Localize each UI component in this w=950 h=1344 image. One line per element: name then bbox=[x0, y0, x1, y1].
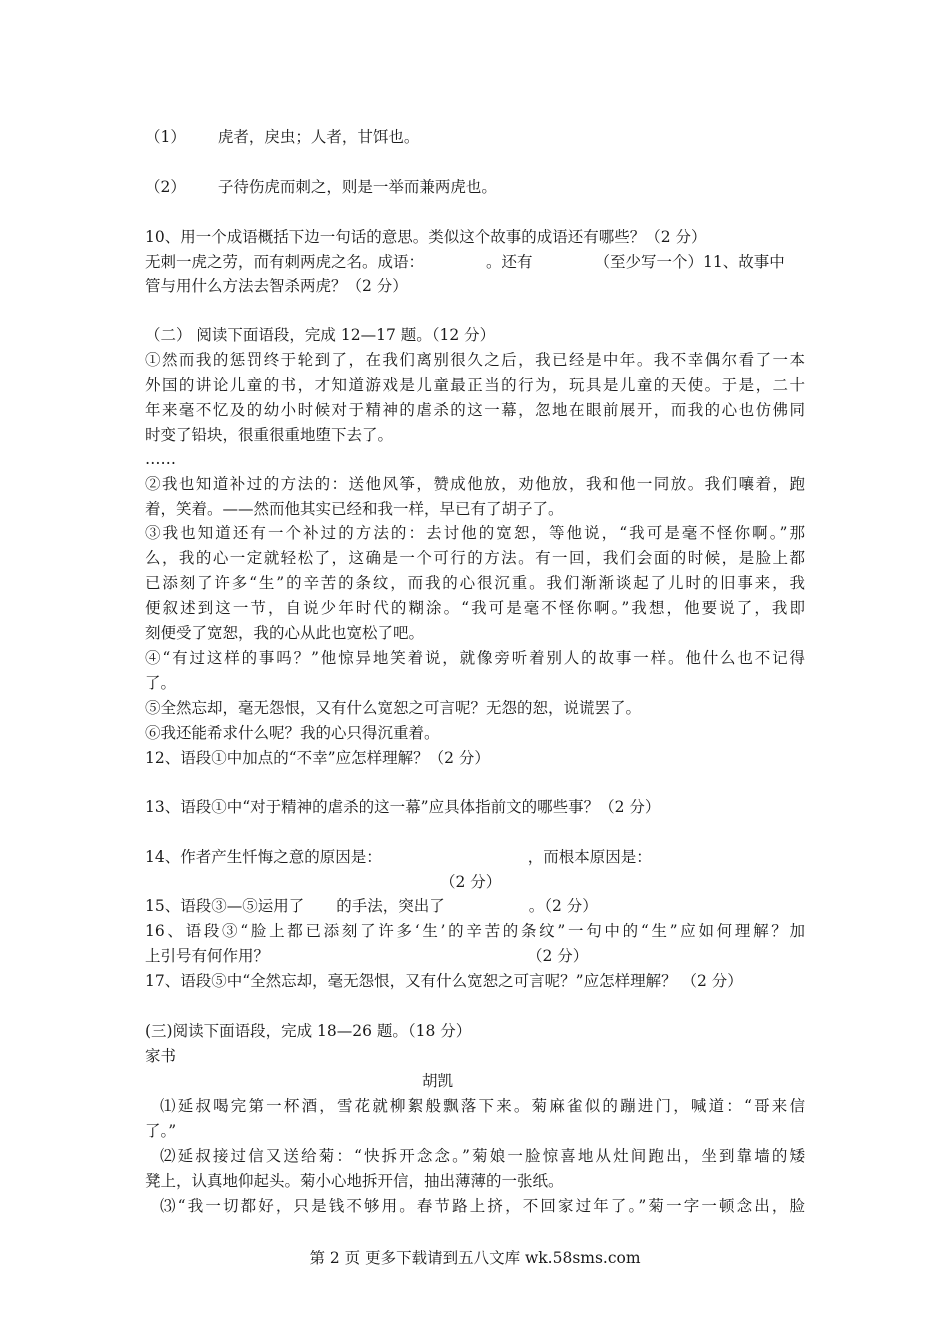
question-12: 12、语段①中加点的“不幸”应怎样理解？（2 分） bbox=[145, 749, 490, 767]
item-number: （2） bbox=[145, 178, 186, 196]
question-14: 14、作者产生忏悔之意的原因是： ，而根本原因是： bbox=[145, 848, 652, 866]
question-13: 13、语段①中“对于精神的虐杀的这一幕”应具体指前文的哪些事？（2 分） bbox=[145, 798, 661, 816]
paragraph-2-line: ②我也知道补过的方法的：送他风筝，赞成他放，劝他放，我和他一同放。我们嚷着，跑 bbox=[145, 475, 805, 493]
paragraph-1-line: ①然而我的惩罚终于轮到了，在我们离别很久之后，我已经是中年。我不幸偶尔看了一本 bbox=[145, 351, 805, 369]
section-3-heading: (三)阅读下面语段，完成 18—26 题。（18 分） bbox=[145, 1022, 472, 1040]
paragraph-1-line: 年来毫不忆及的幼小时候对于精神的虐杀的这一幕，忽地在眼前展开，而我的心也仿佛同 bbox=[145, 401, 805, 419]
story-paragraph-2-line: 凳上，认真地仰起头。菊小心地拆开信，抽出薄薄的一张纸。 bbox=[145, 1172, 564, 1190]
question-14-score: （2 分） bbox=[440, 873, 502, 891]
paragraph-3-line: ③我也知道还有一个补过的方法的：去讨他的宽恕，等他说，“我可是毫不怪你啊。”那 bbox=[145, 524, 805, 542]
paragraph-1-line: 外国的讲论儿童的书，才知道游戏是儿童最正当的行为，玩具是儿童的天使。于是，二十 bbox=[145, 376, 805, 394]
paragraph-1-line: 时变了铅块，很重很重地堕下去了。 bbox=[145, 426, 394, 444]
question-16-line-2: 上引号有何作用？ （2 分） bbox=[145, 947, 589, 965]
paragraph-3-line: 刻便受了宽恕，我的心从此也宽松了吧。 bbox=[145, 624, 425, 642]
paragraph-3-line: 已添刻了许多“生”的辛苦的条纹，而我的心很沉重。我们渐渐谈起了儿时的旧事来，我 bbox=[145, 574, 805, 592]
paragraph-3-line: 么，我的心一定就轻松了，这确是一个可行的方法。有一回，我们会面的时候，是脸上都 bbox=[145, 549, 805, 567]
section-2-heading: （二） 阅读下面语段，完成 12—17 题。（12 分） bbox=[145, 326, 496, 344]
answer-item-1 bbox=[145, 127, 419, 147]
question-17: 17、语段⑤中“全然忘却，毫无怨恨，又有什么宽恕之可言呢？”应怎样理解？ （2 分） bbox=[145, 972, 743, 990]
paragraph-2-line: 着，笑着。——然而他其实已经和我一样，早已有了胡子了。 bbox=[145, 500, 564, 518]
question-10-line-3: 管与用什么方法去智杀两虎？（2 分） bbox=[145, 277, 408, 295]
paragraph-5: ⑤全然忘却，毫无怨恨，又有什么宽恕之可言呢？无怨的恕，说谎罢了。 bbox=[145, 699, 642, 717]
item-text: 子待伤虎而刺之，则是一举而兼两虎也。 bbox=[217, 178, 497, 196]
story-paragraph-1-line: ⑴延叔喝完第一杯酒，雪花就柳絮般飘落下来。菊麻雀似的蹦进门，喊道：“哥来信 bbox=[160, 1097, 805, 1115]
paragraph-6: ⑥我还能希求什么呢？我的心只得沉重着。 bbox=[145, 724, 440, 742]
ellipsis: …… bbox=[145, 450, 176, 468]
paragraph-3-line: 便叙述到这一节，自说少年时代的糊涂。“我可是毫不怪你啊。”我想，他要说了，我即 bbox=[145, 599, 805, 617]
story-paragraph-2-line: ⑵延叔接过信又送给菊：“快拆开念念。”菊娘一脸惊喜地从灶间跑出，坐到靠墙的矮 bbox=[160, 1147, 805, 1165]
story-author: 胡凯 bbox=[422, 1072, 454, 1090]
question-16-line-1: 16、语段③“脸上都已添刻了许多‘生’的辛苦的条纹”一句中的“生”应如何理解？加 bbox=[145, 922, 805, 940]
paragraph-4-line: ④“有过这样的事吗？”他惊异地笑着说，就像旁听着别人的故事一样。他什么也不记得 bbox=[145, 649, 805, 667]
paragraph-4-line: 了。 bbox=[145, 674, 177, 692]
story-title: 家书 bbox=[145, 1047, 177, 1065]
story-paragraph-3-line: ⑶“我一切都好，只是钱不够用。春节路上挤，不回家过年了。”菊一字一顿念出，脸 bbox=[160, 1197, 805, 1215]
question-10: 10、用一个成语概括下边一句话的意思。类似这个故事的成语还有哪些？（2 分） bbox=[145, 228, 707, 246]
question-10-line-2: 无刺一虎之劳，而有刺两虎之名。成语： 。还有 （至少写一个）11、故事中 bbox=[145, 253, 785, 271]
answer-item-2 bbox=[145, 177, 497, 197]
question-15: 15、语段③—⑤运用了 的手法，突出了 。（2 分） bbox=[145, 897, 598, 915]
story-paragraph-1-line: 了。” bbox=[145, 1122, 177, 1140]
item-text: 虎者，戾虫；人者，甘饵也。 bbox=[217, 128, 420, 146]
item-number: （1） bbox=[145, 128, 186, 146]
page-footer: 第 2 页 更多下载请到五八文库 wk.58sms.com bbox=[309, 1249, 641, 1267]
